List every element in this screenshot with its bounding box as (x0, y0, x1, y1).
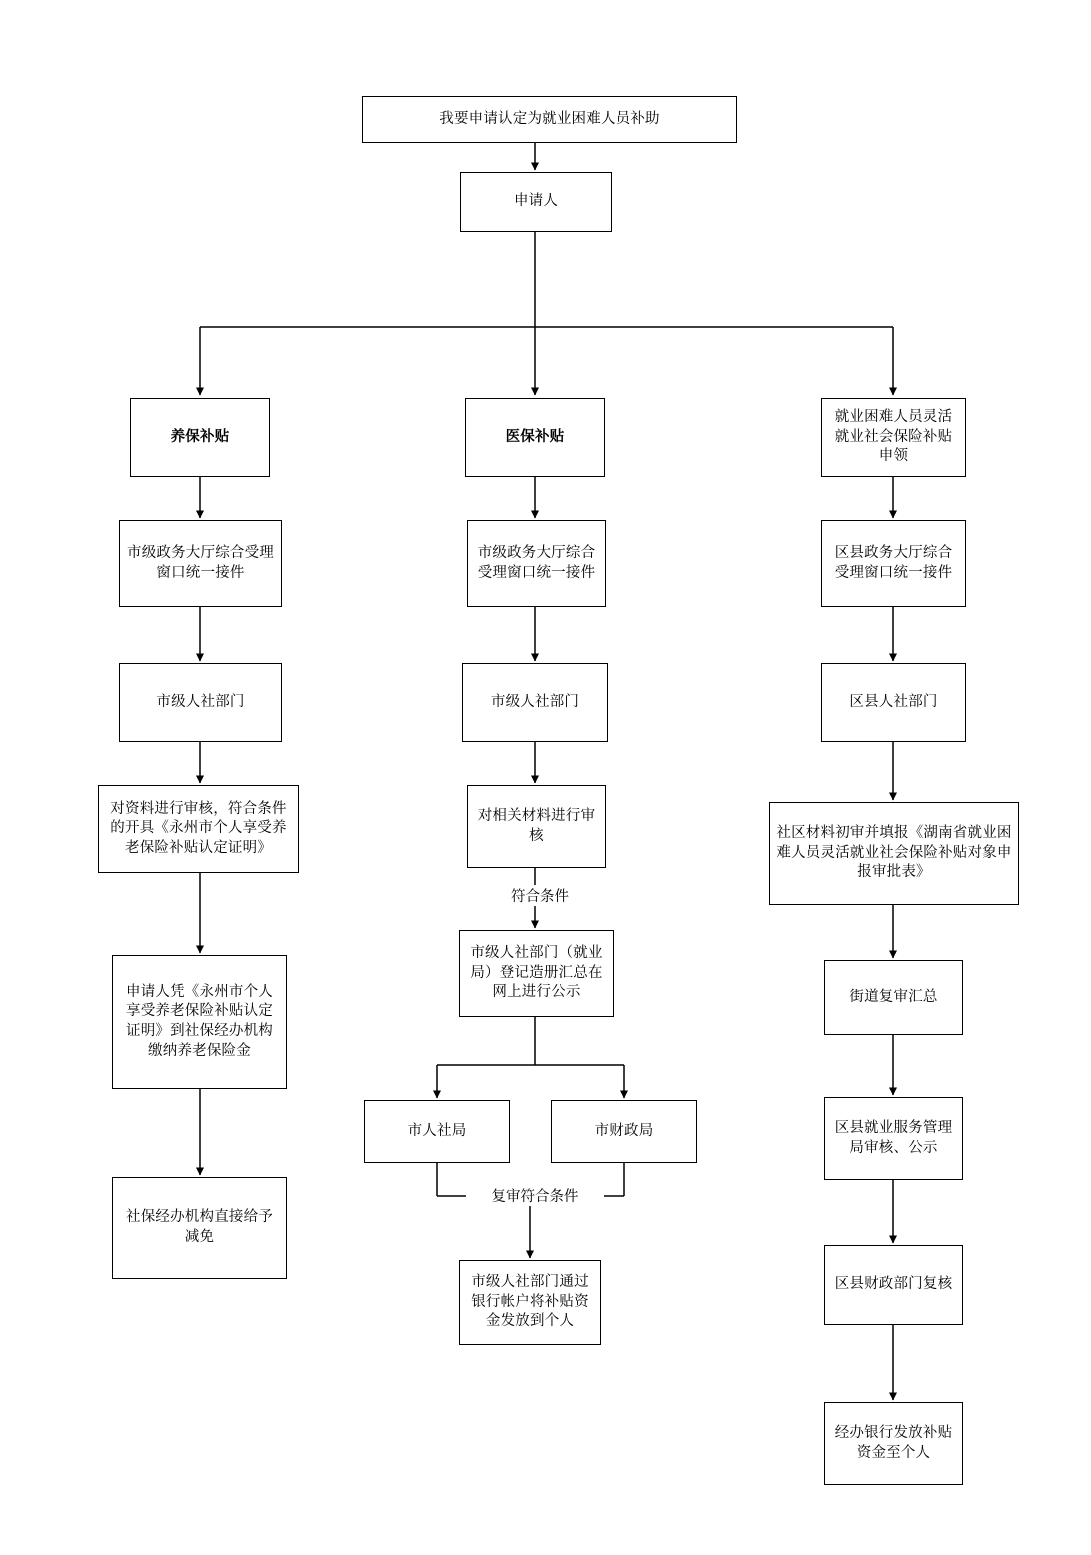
node-right-step-6: 区县财政部门复核 (824, 1245, 963, 1325)
node-left-step-5: 社保经办机构直接给予减免 (112, 1177, 287, 1279)
edge-label-review-qualified: 复审符合条件 (466, 1185, 604, 1206)
node-left-step-1: 市级政务大厅综合受理窗口统一接件 (119, 520, 282, 607)
node-left-header: 养保补贴 (130, 398, 270, 477)
edge-label-qualified: 符合条件 (490, 885, 590, 906)
node-middle-parallel-1: 市人社局 (364, 1100, 510, 1163)
node-left-step-2: 市级人社部门 (119, 663, 282, 742)
node-middle-step-2: 市级人社部门 (462, 663, 608, 742)
node-left-step-4: 申请人凭《永州市个人享受养老保险补贴认定证明》到社保经办机构缴纳养老保险金 (112, 955, 287, 1089)
node-middle-step-3: 对相关材料进行审核 (467, 785, 606, 868)
node-middle-final: 市级人社部门通过银行帐户将补贴资金发放到个人 (459, 1260, 601, 1345)
node-middle-parallel-2: 市财政局 (551, 1100, 697, 1163)
node-right-step-5: 区县就业服务管理局审核、公示 (824, 1097, 963, 1180)
node-right-step-7: 经办银行发放补贴资金至个人 (824, 1402, 963, 1485)
node-title: 我要申请认定为就业困难人员补助 (362, 96, 737, 143)
node-right-step-3: 社区材料初审并填报《湖南省就业困难人员灵活就业社会保险补贴对象申报审批表》 (769, 802, 1019, 905)
node-left-step-3: 对资料进行审核，符合条件的开具《永州市个人享受养老保险补贴认定证明》 (98, 785, 299, 873)
node-applicant: 申请人 (460, 172, 612, 232)
node-middle-header: 医保补贴 (465, 398, 605, 477)
node-middle-step-4: 市级人社部门（就业局）登记造册汇总在网上进行公示 (459, 930, 614, 1017)
node-right-step-1: 区县政务大厅综合受理窗口统一接件 (821, 520, 966, 607)
node-right-header: 就业困难人员灵活就业社会保险补贴申领 (821, 398, 966, 477)
node-right-step-2: 区县人社部门 (821, 663, 966, 742)
node-middle-step-1: 市级政务大厅综合受理窗口统一接件 (467, 520, 606, 607)
node-right-step-4: 街道复审汇总 (824, 960, 963, 1035)
